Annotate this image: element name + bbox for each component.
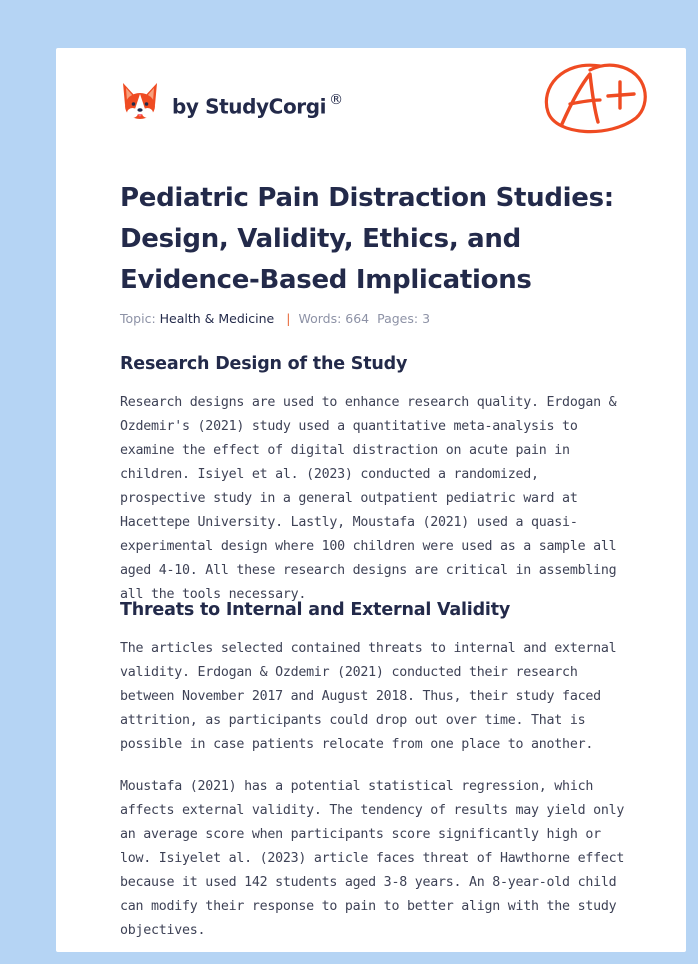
grade-badge — [538, 58, 650, 140]
paragraph-validity-threats-2: Moustafa (2021) has a potential statistical regression, which affects external validity. The tendency of results may yield only an average score when participants score significantly high or low. Isiyelet al. (2023) article faces threat of Hawthorne effect because it used 142 students aged 3-8 years. An 8-year-old child can modify their response to pain to better align with the study objectives. — [120, 779, 625, 938]
topic-label: Topic: — [120, 311, 156, 326]
meta-separator: | — [286, 311, 291, 326]
page-count: Pages: 3 — [377, 311, 431, 326]
corgi-logo-icon[interactable] — [120, 79, 160, 123]
brand-name[interactable]: by StudyCorgi ® — [172, 91, 343, 119]
paragraph-research-design: Research designs are used to enhance research quality. Erdogan & Ozdemir's (2021) study used a quantitative meta-analysis to examine the effect of digital distraction on acute pain in children. Isiyel et al. (2023) conducted a randomized, prospective study in a general outpatient pediatric ward at Hacettepe University. Lastly, Moustafa (2021) used a quasi-experimental design where 100 children were used as a sample all aged 4-10. All these research designs are critical in assembling all the tools necessary. — [120, 395, 617, 602]
document-page — [56, 48, 686, 952]
document-title: Pediatric Pain Distraction Studies: Design, Validity, Ethics, and Evidence-Based Implications — [120, 183, 614, 295]
word-count: Words: 664 — [298, 311, 370, 326]
site-header — [120, 76, 343, 126]
topic-link[interactable]: Health & Medicine — [159, 311, 275, 326]
paragraph-validity-threats-1: The articles selected contained threats to internal and external validity. Erdogan & Ozdemir (2021) conducted their research between November 2017 and August 2018. Thus, their study faced attrition, as participants could drop out over time. That is possible in case patients relocate from one place to another. — [120, 641, 617, 752]
document-meta — [120, 311, 430, 326]
section-heading-research-design: Research Design of the Study — [120, 354, 408, 374]
section-heading-validity-threats: Threats to Internal and External Validity — [120, 600, 511, 620]
registered-mark: ® — [329, 91, 343, 108]
